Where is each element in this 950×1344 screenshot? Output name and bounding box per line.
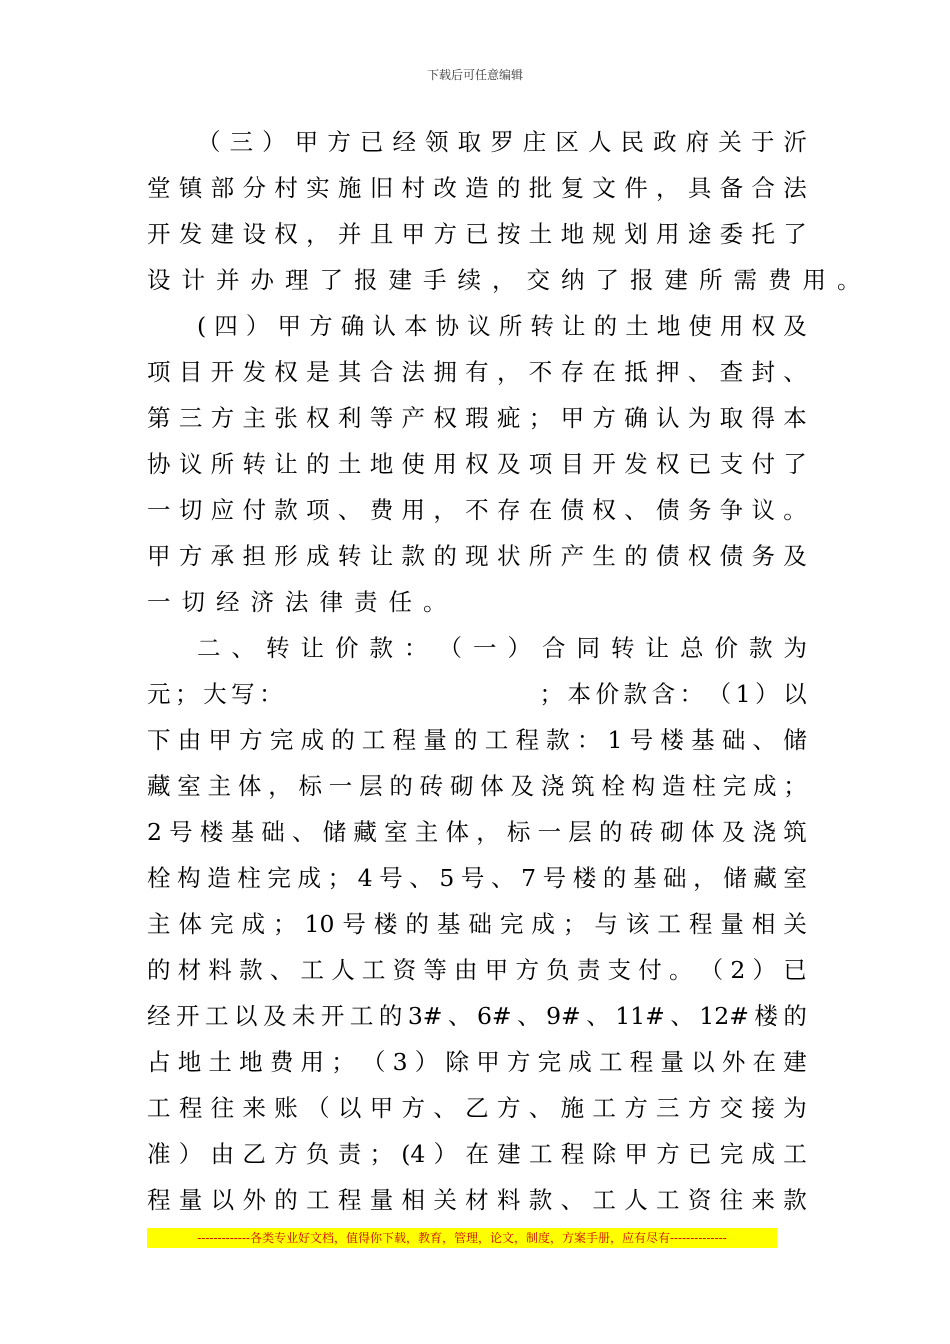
text-line: 元 ； 大 写 ： ； 本 价 款 含 ： （ 1 ） 以 <box>147 680 807 708</box>
text-line: （ 三 ） 甲 方 已 经 领 取 罗 庄 区 人 民 政 府 关 于 沂 <box>197 128 807 156</box>
text-line: 一切经济法律责任。 <box>147 588 458 616</box>
text-line: 堂 镇 部 分 村 实 施 旧 村 改 造 的 批 复 文 件 ， 具 备 合 法 <box>147 174 807 202</box>
text-line: 第 三 方 主 张 权 利 等 产 权 瑕 疵 ； 甲 方 确 认 为 取 得 本 <box>147 404 807 432</box>
text-line: 甲 方 承 担 形 成 转 让 款 的 现 状 所 产 生 的 债 权 债 务 及 <box>147 542 807 570</box>
text-line: 主 体 完 成 ； 10 号 楼 的 基 础 完 成 ； 与 该 工 程 量 相 关 <box>147 910 807 938</box>
text-line: 二 、 转 让 价 款 ： （ 一 ） 合 同 转 让 总 价 款 为 <box>197 634 807 662</box>
text-line: 设计并办理了报建手续，交纳了报建所需费用。 <box>147 266 872 294</box>
text-line: 工 程 往 来 账 （ 以 甲 方 、 乙 方 、 施 工 方 三 方 交 接 为 <box>147 1094 807 1122</box>
text-line: 藏 室 主 体 ， 标 一 层 的 砖 砌 体 及 浇 筑 栓 构 造 柱 完 成 ； <box>147 772 807 800</box>
footer-ad-banner: -------------各类专业好文档，值得你下载，教育，管理，论文，制度，方案手册，应有尽有-------------- <box>147 1228 777 1248</box>
text-line: 协 议 所 转 让 的 土 地 使 用 权 及 项 目 开 发 权 已 支 付 了 <box>147 450 807 478</box>
text-line: 占 地 土 地 费 用 ； （ 3 ） 除 甲 方 完 成 工 程 量 以 外 在 建 <box>147 1048 807 1076</box>
text-line: 下 由 甲 方 完 成 的 工 程 量 的 工 程 款 ： 1 号 楼 基 础 、 储 <box>147 726 807 754</box>
text-line: 经 开 工 以 及 未 开 工 的 3# 、 6# 、 9# 、 11# 、 12# 楼 的 <box>147 1002 807 1030</box>
text-line: 一 切 应 付 款 项 、 费 用 ， 不 存 在 债 权 、 债 务 争 议 。 <box>147 496 807 524</box>
document-body <box>147 119 872 1223</box>
text-line: 准 ） 由 乙 方 负 责 ； (4 ） 在 建 工 程 除 甲 方 已 完 成 工 <box>147 1140 807 1168</box>
text-line: 的 材 料 款 、 工 人 工 资 等 由 甲 方 负 责 支 付 。 （ 2 ） 已 <box>147 956 807 984</box>
page-header: 下载后可任意编辑 <box>426 68 523 82</box>
text-line: 开 发 建 设 权 ， 并 且 甲 方 已 按 土 地 规 划 用 途 委 托 了 <box>147 220 807 248</box>
text-line: 2 号 楼 基 础 、 储 藏 室 主 体 ， 标 一 层 的 砖 砌 体 及 浇 筑 <box>147 818 807 846</box>
text-line: 程 量 以 外 的 工 程 量 相 关 材 料 款 、 工 人 工 资 往 来 款 <box>147 1186 807 1214</box>
text-line: ( 四 ） 甲 方 确 认 本 协 议 所 转 让 的 土 地 使 用 权 及 <box>197 312 807 340</box>
text-line: 项 目 开 发 权 是 其 合 法 拥 有 ， 不 存 在 抵 押 、 查 封 、 <box>147 358 807 386</box>
text-line: 栓 构 造 柱 完 成 ； 4 号 、 5 号 、 7 号 楼 的 基 础 ， 储 藏 室 <box>147 864 807 892</box>
